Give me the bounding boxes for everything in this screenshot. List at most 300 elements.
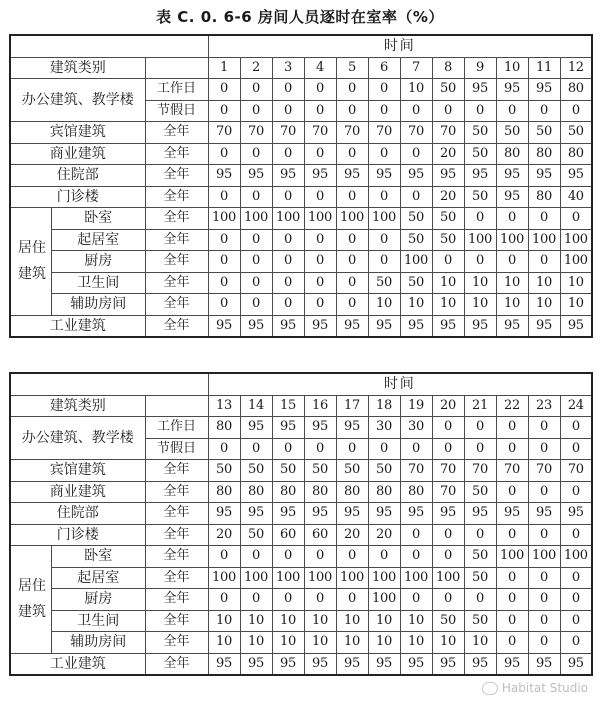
office-workday-cell: 95 xyxy=(240,417,272,439)
room-value-cell: 100 xyxy=(304,567,336,589)
building-value-cell: 50 xyxy=(560,122,592,144)
office-workday-cell: 80 xyxy=(560,79,592,101)
building-value-cell: 95 xyxy=(208,165,240,187)
hours-row xyxy=(10,57,592,79)
room-value-cell: 50 xyxy=(464,610,496,632)
room-value-cell: 0 xyxy=(240,589,272,611)
building-label: 宾馆建筑 xyxy=(10,460,145,482)
hour-header: 7 xyxy=(400,57,432,79)
room-value-cell: 10 xyxy=(368,294,400,316)
building-value-cell: 95 xyxy=(368,503,400,525)
office-workday-cell: 95 xyxy=(464,79,496,101)
room-value-cell: 100 xyxy=(240,567,272,589)
wechat-icon xyxy=(482,682,498,695)
room-value-cell: 0 xyxy=(560,632,592,654)
building-value-cell: 0 xyxy=(432,524,464,546)
hour-header: 10 xyxy=(496,57,528,79)
building-value-cell: 0 xyxy=(496,481,528,503)
office-holiday-cell: 0 xyxy=(496,438,528,460)
hour-header: 17 xyxy=(336,395,368,417)
table-row xyxy=(10,208,592,230)
office-holiday-cell: 0 xyxy=(368,438,400,460)
hour-header: 3 xyxy=(272,57,304,79)
building-value-cell: 70 xyxy=(208,122,240,144)
building-value-cell: 95 xyxy=(464,165,496,187)
hour-header: 23 xyxy=(528,395,560,417)
watermark xyxy=(482,681,588,695)
building-value-cell: 0 xyxy=(336,143,368,165)
room-label: 厨房 xyxy=(51,251,145,273)
table-row xyxy=(10,186,592,208)
industrial-value-cell: 95 xyxy=(208,653,240,675)
office-holiday-cell: 0 xyxy=(240,438,272,460)
room-value-cell: 10 xyxy=(464,272,496,294)
office-holiday-cell: 0 xyxy=(432,100,464,122)
office-holiday-cell: 0 xyxy=(272,438,304,460)
building-value-cell: 70 xyxy=(528,460,560,482)
building-value-cell: 95 xyxy=(464,503,496,525)
table-row xyxy=(10,417,592,439)
room-label: 起居室 xyxy=(51,230,145,252)
industrial-value-cell: 95 xyxy=(304,653,336,675)
room-value-cell: 10 xyxy=(272,610,304,632)
room-value-cell: 10 xyxy=(496,272,528,294)
room-value-cell: 0 xyxy=(208,546,240,568)
office-holiday-cell: 0 xyxy=(208,100,240,122)
building-value-cell: 70 xyxy=(336,122,368,144)
building-value-cell: 95 xyxy=(528,503,560,525)
all-year-label: 全年 xyxy=(145,143,208,165)
building-value-cell: 0 xyxy=(560,524,592,546)
office-workday-cell: 50 xyxy=(432,79,464,101)
building-value-cell: 50 xyxy=(528,122,560,144)
office-workday-cell: 30 xyxy=(368,417,400,439)
office-holiday-cell: 0 xyxy=(400,438,432,460)
building-value-cell: 50 xyxy=(208,460,240,482)
office-workday-cell: 95 xyxy=(336,417,368,439)
room-label: 辅助房间 xyxy=(51,632,145,653)
table-row xyxy=(10,122,592,144)
all-year-label: 全年 xyxy=(145,294,208,316)
building-value-cell: 0 xyxy=(528,481,560,503)
building-value-cell: 95 xyxy=(400,165,432,187)
table-row xyxy=(10,653,592,675)
industrial-value-cell: 95 xyxy=(528,653,560,675)
room-value-cell: 0 xyxy=(304,589,336,611)
building-value-cell: 95 xyxy=(304,503,336,525)
room-value-cell: 0 xyxy=(560,610,592,632)
office-building-label: 办公建筑、教学楼 xyxy=(10,79,145,122)
industrial-value-cell: 95 xyxy=(336,653,368,675)
industrial-value-cell: 95 xyxy=(368,315,400,337)
building-value-cell: 70 xyxy=(240,122,272,144)
office-holiday-cell: 0 xyxy=(272,100,304,122)
industrial-value-cell: 95 xyxy=(240,653,272,675)
industrial-value-cell: 95 xyxy=(240,315,272,337)
room-label: 卫生间 xyxy=(51,273,145,295)
hour-header: 24 xyxy=(560,395,592,417)
corner-cell xyxy=(10,373,208,395)
room-value-cell: 0 xyxy=(464,251,496,273)
room-value-cell: 100 xyxy=(528,229,560,251)
building-value-cell: 95 xyxy=(432,503,464,525)
building-value-cell: 0 xyxy=(208,186,240,208)
industrial-building-label: 工业建筑 xyxy=(10,315,145,337)
room-value-cell: 0 xyxy=(528,589,560,611)
room-value-cell: 0 xyxy=(304,251,336,273)
building-value-cell: 20 xyxy=(368,524,400,546)
industrial-value-cell: 95 xyxy=(432,315,464,337)
office-workday-cell: 95 xyxy=(304,417,336,439)
room-value-cell: 10 xyxy=(400,294,432,316)
building-value-cell: 50 xyxy=(304,460,336,482)
room-value-cell: 10 xyxy=(400,610,432,632)
room-value-cell: 100 xyxy=(464,229,496,251)
building-value-cell: 80 xyxy=(560,143,592,165)
room-value-cell: 100 xyxy=(368,589,400,611)
building-value-cell: 0 xyxy=(272,186,304,208)
hour-header: 8 xyxy=(432,57,464,79)
building-value-cell: 20 xyxy=(432,186,464,208)
room-value-cell: 0 xyxy=(240,546,272,568)
office-holiday-cell: 0 xyxy=(304,100,336,122)
building-value-cell: 0 xyxy=(240,186,272,208)
hour-header: 6 xyxy=(368,57,400,79)
room-value-cell: 10 xyxy=(240,632,272,654)
room-value-cell: 0 xyxy=(496,632,528,654)
all-year-label: 全年 xyxy=(145,460,208,482)
office-holiday-cell: 0 xyxy=(464,438,496,460)
industrial-value-cell: 95 xyxy=(496,653,528,675)
room-value-cell: 50 xyxy=(464,546,496,568)
table-row xyxy=(10,546,592,568)
all-year-label: 全年 xyxy=(145,632,208,654)
room-value-cell: 10 xyxy=(208,610,240,632)
industrial-value-cell: 95 xyxy=(528,315,560,337)
building-value-cell: 95 xyxy=(336,165,368,187)
all-year-label: 全年 xyxy=(145,610,208,632)
office-holiday-cell: 0 xyxy=(528,100,560,122)
room-value-cell: 100 xyxy=(528,546,560,568)
all-year-label: 全年 xyxy=(145,315,208,337)
office-workday-cell: 30 xyxy=(400,417,432,439)
all-year-label: 全年 xyxy=(145,272,208,294)
room-value-cell: 0 xyxy=(272,272,304,294)
room-value-cell: 100 xyxy=(368,567,400,589)
room-value-cell: 50 xyxy=(368,272,400,294)
industrial-value-cell: 95 xyxy=(560,315,592,337)
room-value-cell: 10 xyxy=(336,610,368,632)
building-value-cell: 95 xyxy=(272,503,304,525)
room-value-cell: 0 xyxy=(496,208,528,230)
room-label: 卫生间 xyxy=(51,611,145,633)
room-value-cell: 0 xyxy=(528,610,560,632)
hour-header: 13 xyxy=(208,395,240,417)
building-value-cell: 70 xyxy=(368,122,400,144)
office-workday-cell: 0 xyxy=(304,79,336,101)
office-holiday-cell: 0 xyxy=(400,100,432,122)
building-value-cell: 0 xyxy=(336,186,368,208)
building-value-cell: 50 xyxy=(240,524,272,546)
building-value-cell: 95 xyxy=(240,165,272,187)
room-value-cell: 10 xyxy=(496,294,528,316)
room-value-cell: 0 xyxy=(208,589,240,611)
room-value-cell: 0 xyxy=(496,251,528,273)
all-year-label: 全年 xyxy=(145,653,208,675)
office-holiday-cell: 0 xyxy=(304,438,336,460)
office-workday-cell: 0 xyxy=(208,79,240,101)
room-value-cell: 50 xyxy=(464,567,496,589)
building-label: 门诊楼 xyxy=(10,524,145,546)
all-year-label: 全年 xyxy=(145,589,208,611)
building-value-cell: 0 xyxy=(208,143,240,165)
watermark-text: Habitat Studio xyxy=(501,681,588,695)
building-value-cell: 95 xyxy=(496,165,528,187)
room-label: 卧室 xyxy=(51,208,145,230)
room-name-column xyxy=(51,208,145,315)
room-value-cell: 0 xyxy=(240,294,272,316)
office-workday-cell: 0 xyxy=(240,79,272,101)
room-value-cell: 10 xyxy=(208,632,240,654)
hour-header: 22 xyxy=(496,395,528,417)
industrial-value-cell: 95 xyxy=(464,315,496,337)
room-value-cell: 0 xyxy=(464,589,496,611)
room-value-cell: 0 xyxy=(304,229,336,251)
building-label: 门诊楼 xyxy=(10,186,145,208)
room-value-cell: 10 xyxy=(432,272,464,294)
all-year-label: 全年 xyxy=(145,524,208,546)
room-value-cell: 0 xyxy=(240,229,272,251)
table-row xyxy=(10,315,592,337)
room-value-cell: 100 xyxy=(304,208,336,230)
room-value-cell: 50 xyxy=(400,272,432,294)
industrial-value-cell: 95 xyxy=(464,653,496,675)
room-value-cell: 0 xyxy=(400,589,432,611)
building-value-cell: 95 xyxy=(528,165,560,187)
room-value-cell: 100 xyxy=(240,208,272,230)
room-value-cell: 100 xyxy=(208,567,240,589)
room-value-cell: 0 xyxy=(528,567,560,589)
room-value-cell: 100 xyxy=(432,567,464,589)
building-value-cell: 60 xyxy=(304,524,336,546)
building-value-cell: 0 xyxy=(368,186,400,208)
building-value-cell: 20 xyxy=(208,524,240,546)
office-workday-cell: 0 xyxy=(272,79,304,101)
building-value-cell: 70 xyxy=(432,122,464,144)
building-label: 住院部 xyxy=(10,165,145,187)
building-value-cell: 95 xyxy=(272,165,304,187)
office-holiday-cell: 0 xyxy=(368,100,400,122)
room-label: 辅助房间 xyxy=(51,294,145,315)
room-value-cell: 0 xyxy=(560,567,592,589)
building-value-cell: 70 xyxy=(400,460,432,482)
room-value-cell: 0 xyxy=(496,567,528,589)
building-value-cell: 70 xyxy=(304,122,336,144)
residential-building-label: 居住建筑 xyxy=(18,240,46,283)
room-value-cell: 100 xyxy=(336,208,368,230)
building-type-header: 建筑类别 xyxy=(10,57,145,79)
room-value-cell: 10 xyxy=(368,610,400,632)
hour-header: 2 xyxy=(240,57,272,79)
room-value-cell: 100 xyxy=(560,251,592,273)
room-value-cell: 100 xyxy=(368,208,400,230)
all-year-label: 全年 xyxy=(145,165,208,187)
all-year-label: 全年 xyxy=(145,186,208,208)
room-value-cell: 0 xyxy=(208,229,240,251)
building-value-cell: 95 xyxy=(496,186,528,208)
room-value-cell: 0 xyxy=(368,546,400,568)
room-label: 卧室 xyxy=(51,546,145,568)
table-row xyxy=(10,79,592,101)
office-workday-cell: 0 xyxy=(432,417,464,439)
building-value-cell: 50 xyxy=(464,143,496,165)
occupancy-table-hours-13-24 xyxy=(9,372,593,676)
room-value-cell: 10 xyxy=(240,610,272,632)
all-year-label: 全年 xyxy=(145,567,208,589)
room-value-cell: 100 xyxy=(272,567,304,589)
industrial-value-cell: 95 xyxy=(304,315,336,337)
office-workday-cell: 0 xyxy=(464,417,496,439)
industrial-value-cell: 95 xyxy=(496,315,528,337)
building-value-cell: 80 xyxy=(336,481,368,503)
hour-header: 1 xyxy=(208,57,240,79)
all-year-label: 全年 xyxy=(145,229,208,251)
industrial-value-cell: 95 xyxy=(336,315,368,337)
building-value-cell: 60 xyxy=(272,524,304,546)
all-year-label: 全年 xyxy=(145,122,208,144)
room-value-cell: 0 xyxy=(304,546,336,568)
room-value-cell: 100 xyxy=(336,567,368,589)
room-value-cell: 0 xyxy=(336,272,368,294)
room-value-cell: 100 xyxy=(496,229,528,251)
building-value-cell: 0 xyxy=(304,143,336,165)
residential-building-label: 居住建筑 xyxy=(18,578,46,621)
room-value-cell: 0 xyxy=(560,208,592,230)
room-value-cell: 0 xyxy=(240,272,272,294)
building-value-cell: 80 xyxy=(272,481,304,503)
building-value-cell: 0 xyxy=(304,186,336,208)
time-header: 时间 xyxy=(208,35,592,57)
building-value-cell: 70 xyxy=(432,481,464,503)
room-value-cell: 0 xyxy=(272,589,304,611)
room-value-cell: 10 xyxy=(432,294,464,316)
building-value-cell: 80 xyxy=(528,186,560,208)
room-value-cell: 10 xyxy=(400,632,432,654)
room-value-cell: 10 xyxy=(272,632,304,654)
building-value-cell: 95 xyxy=(432,165,464,187)
empty-sub-header xyxy=(145,57,208,79)
room-value-cell: 50 xyxy=(432,610,464,632)
time-header-row xyxy=(10,35,592,57)
table-row xyxy=(10,143,592,165)
building-label: 宾馆建筑 xyxy=(10,122,145,144)
workday-label: 工作日 xyxy=(145,79,208,101)
building-value-cell: 70 xyxy=(464,460,496,482)
room-value-cell: 0 xyxy=(432,251,464,273)
industrial-value-cell: 95 xyxy=(208,315,240,337)
building-value-cell: 0 xyxy=(528,524,560,546)
corner-cell xyxy=(10,35,208,57)
room-value-cell: 10 xyxy=(560,294,592,316)
building-label: 商业建筑 xyxy=(10,481,145,503)
office-holiday-cell: 0 xyxy=(560,438,592,460)
office-workday-cell: 10 xyxy=(400,79,432,101)
office-workday-cell: 95 xyxy=(528,79,560,101)
building-value-cell: 50 xyxy=(464,122,496,144)
room-value-cell: 0 xyxy=(336,294,368,316)
room-value-cell: 0 xyxy=(272,294,304,316)
building-value-cell: 95 xyxy=(496,503,528,525)
room-value-cell: 0 xyxy=(464,208,496,230)
office-workday-cell: 0 xyxy=(496,417,528,439)
office-holiday-cell: 0 xyxy=(432,438,464,460)
industrial-value-cell: 95 xyxy=(560,653,592,675)
room-value-cell: 0 xyxy=(432,589,464,611)
building-value-cell: 0 xyxy=(560,481,592,503)
room-value-cell: 100 xyxy=(496,546,528,568)
room-value-cell: 10 xyxy=(368,632,400,654)
room-value-cell: 0 xyxy=(336,251,368,273)
building-value-cell: 95 xyxy=(240,503,272,525)
room-value-cell: 0 xyxy=(400,546,432,568)
industrial-value-cell: 95 xyxy=(272,653,304,675)
room-value-cell: 100 xyxy=(400,567,432,589)
room-value-cell: 0 xyxy=(272,251,304,273)
industrial-value-cell: 95 xyxy=(272,315,304,337)
hours-row xyxy=(10,395,592,417)
room-value-cell: 0 xyxy=(208,251,240,273)
building-value-cell: 70 xyxy=(272,122,304,144)
office-workday-cell: 0 xyxy=(528,417,560,439)
residential-group-label xyxy=(10,208,145,316)
office-workday-cell: 95 xyxy=(496,79,528,101)
hour-header: 12 xyxy=(560,57,592,79)
room-value-cell: 50 xyxy=(432,229,464,251)
holiday-label: 节假日 xyxy=(145,438,208,460)
workday-label: 工作日 xyxy=(145,417,208,439)
hour-header: 18 xyxy=(368,395,400,417)
empty-sub-header xyxy=(145,395,208,417)
all-year-label: 全年 xyxy=(145,208,208,230)
building-value-cell: 0 xyxy=(400,524,432,546)
room-value-cell: 0 xyxy=(496,610,528,632)
table-row xyxy=(10,524,592,546)
building-value-cell: 50 xyxy=(368,460,400,482)
building-value-cell: 50 xyxy=(336,460,368,482)
industrial-value-cell: 95 xyxy=(368,653,400,675)
building-value-cell: 20 xyxy=(432,143,464,165)
office-building-label: 办公建筑、教学楼 xyxy=(10,417,145,460)
room-value-cell: 0 xyxy=(304,272,336,294)
room-value-cell: 0 xyxy=(336,229,368,251)
building-value-cell: 70 xyxy=(432,460,464,482)
room-value-cell: 100 xyxy=(400,251,432,273)
office-holiday-cell: 0 xyxy=(496,100,528,122)
building-value-cell: 95 xyxy=(560,503,592,525)
room-value-cell: 10 xyxy=(528,272,560,294)
industrial-value-cell: 95 xyxy=(400,653,432,675)
room-value-cell: 10 xyxy=(528,294,560,316)
office-holiday-cell: 0 xyxy=(528,438,560,460)
building-value-cell: 20 xyxy=(336,524,368,546)
room-value-cell: 10 xyxy=(304,610,336,632)
room-value-cell: 0 xyxy=(560,589,592,611)
room-value-cell: 100 xyxy=(560,229,592,251)
building-label: 商业建筑 xyxy=(10,143,145,165)
office-holiday-cell: 0 xyxy=(464,100,496,122)
building-value-cell: 0 xyxy=(272,143,304,165)
office-workday-cell: 0 xyxy=(560,417,592,439)
